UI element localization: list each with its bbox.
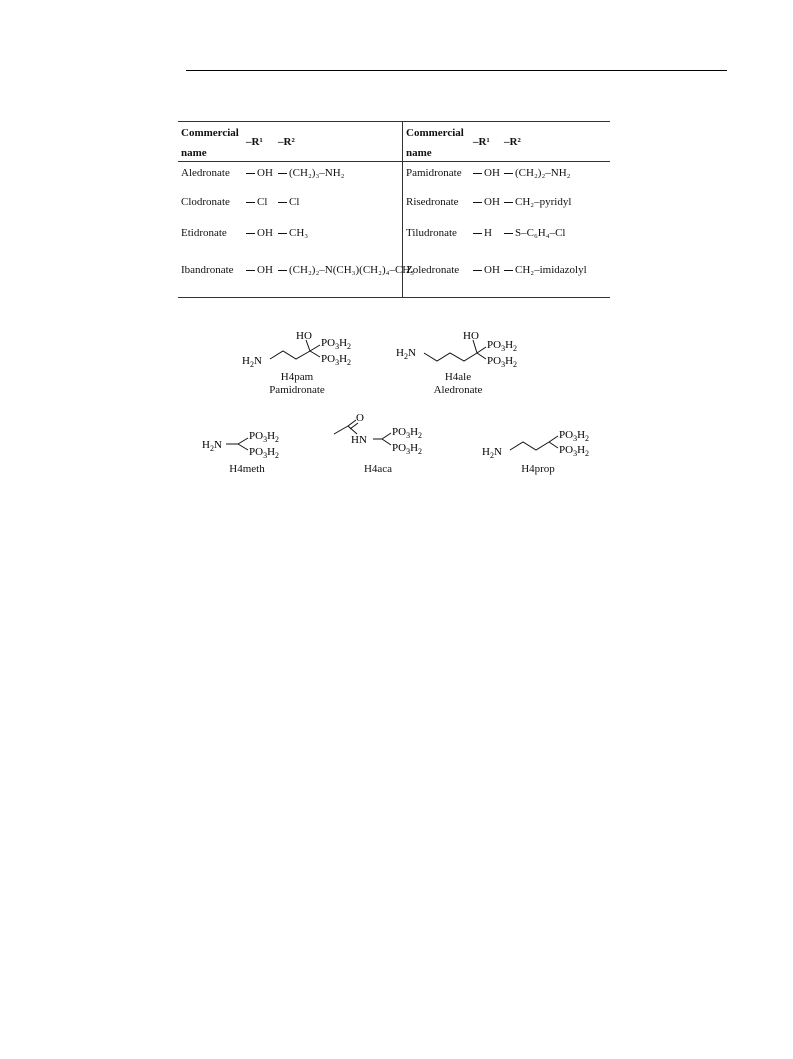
right-row-r2: CH₂–imidazolyl (504, 264, 587, 277)
table-top-rule (178, 121, 610, 122)
svg-text:PO3H2: $PO_3H_2$ (321, 337, 352, 351)
h4meth-label: H4meth (229, 463, 265, 475)
left-row-r2: (CH₂)₃–NH₂ (278, 167, 345, 180)
left-row-r1: OH (246, 227, 273, 240)
right-row-r1: H (473, 227, 492, 240)
right-row-r2: (CH₂)₂–NH₂ (504, 167, 571, 180)
left-row-r2: Cl (278, 196, 299, 209)
left-row-name: Ibandronate (181, 264, 234, 276)
svg-text:H2N: $H_2N$ (396, 347, 416, 361)
left-row-r2: CH₃ (278, 227, 308, 240)
structure-name: Pamidronate (269, 384, 325, 396)
svg-text:PO3H2: $PO_3H_2$ (559, 444, 590, 458)
svg-text:PO3H2: $PO_3H_2$ (392, 426, 423, 440)
svg-text:HO: HO (463, 330, 479, 342)
svg-text:PO3H2: $PO_3H_2$ (392, 442, 423, 456)
bisphosphonate-table (178, 121, 610, 299)
table-header-rule (178, 161, 610, 162)
h4aca-label: H4aca (363, 463, 393, 475)
header-rule (186, 70, 727, 71)
svg-text:HN: HN (351, 434, 367, 446)
svg-text:H2N: $H_2N$ (202, 439, 222, 453)
structure-code: H4ale (444, 371, 472, 383)
svg-text:PO3H2: $PO_3H_2$ (487, 355, 518, 369)
right-row-name: Tiludronate (406, 227, 457, 239)
table-bottom-rule (178, 297, 610, 298)
structure-code: H4pam (280, 371, 314, 383)
h4meth-structure (200, 425, 290, 465)
right-row-r2: S–C₆H₄–Cl (504, 227, 565, 240)
left-row-name: Clodronate (181, 196, 230, 208)
h4prop-structure (480, 420, 590, 460)
left-row-name: Etidronate (181, 227, 227, 239)
right-header-r2: –R² (504, 136, 521, 148)
right-row-r1: OH (473, 196, 500, 209)
h4prop-label: H4prop (521, 463, 555, 475)
svg-text:O: O (356, 412, 364, 424)
right-header-r1: –R¹ (473, 136, 490, 148)
h4aca-structure (330, 412, 440, 464)
right-row-r1: OH (473, 264, 500, 277)
svg-text:HO: HO (296, 330, 312, 342)
svg-text:PO3H2: $PO_3H_2$ (249, 446, 280, 460)
left-row-r1: OH (246, 264, 273, 277)
left-header-name: Commercial name (181, 127, 239, 159)
svg-text:H2N: $H_2N$ (482, 446, 502, 460)
structure-name: Aledronate (433, 384, 483, 396)
right-header-name: Commercial name (406, 127, 464, 159)
right-row-name: Pamidronate (406, 167, 462, 179)
svg-text:PO3H2: $PO_3H_2$ (321, 353, 352, 367)
h4ale-label (423, 371, 493, 397)
right-row-name: Risedronate (406, 196, 459, 208)
left-row-name: Aledronate (181, 167, 230, 179)
right-row-r1: OH (473, 167, 500, 180)
right-row-name: Zoledronate (406, 264, 460, 276)
h4pam-label (262, 371, 332, 397)
left-row-r2: (CH₂)₂–N(CH₃)(CH₂)₄–CH₃ (278, 264, 414, 277)
left-header-r1: –R¹ (246, 136, 263, 148)
svg-text:PO3H2: $PO_3H_2$ (559, 429, 590, 443)
h4ale-structure (394, 328, 524, 370)
right-row-r2: CH₂–pyridyl (504, 196, 571, 209)
svg-text:H2N: $H_2N$ (242, 355, 262, 369)
h4pam-structure (240, 328, 360, 370)
svg-text:PO3H2: $PO_3H_2$ (249, 430, 280, 444)
left-row-r1: OH (246, 167, 273, 180)
left-header-r2: –R² (278, 136, 295, 148)
svg-text:PO3H2: $PO_3H_2$ (487, 339, 518, 353)
left-row-r1: Cl (246, 196, 267, 209)
